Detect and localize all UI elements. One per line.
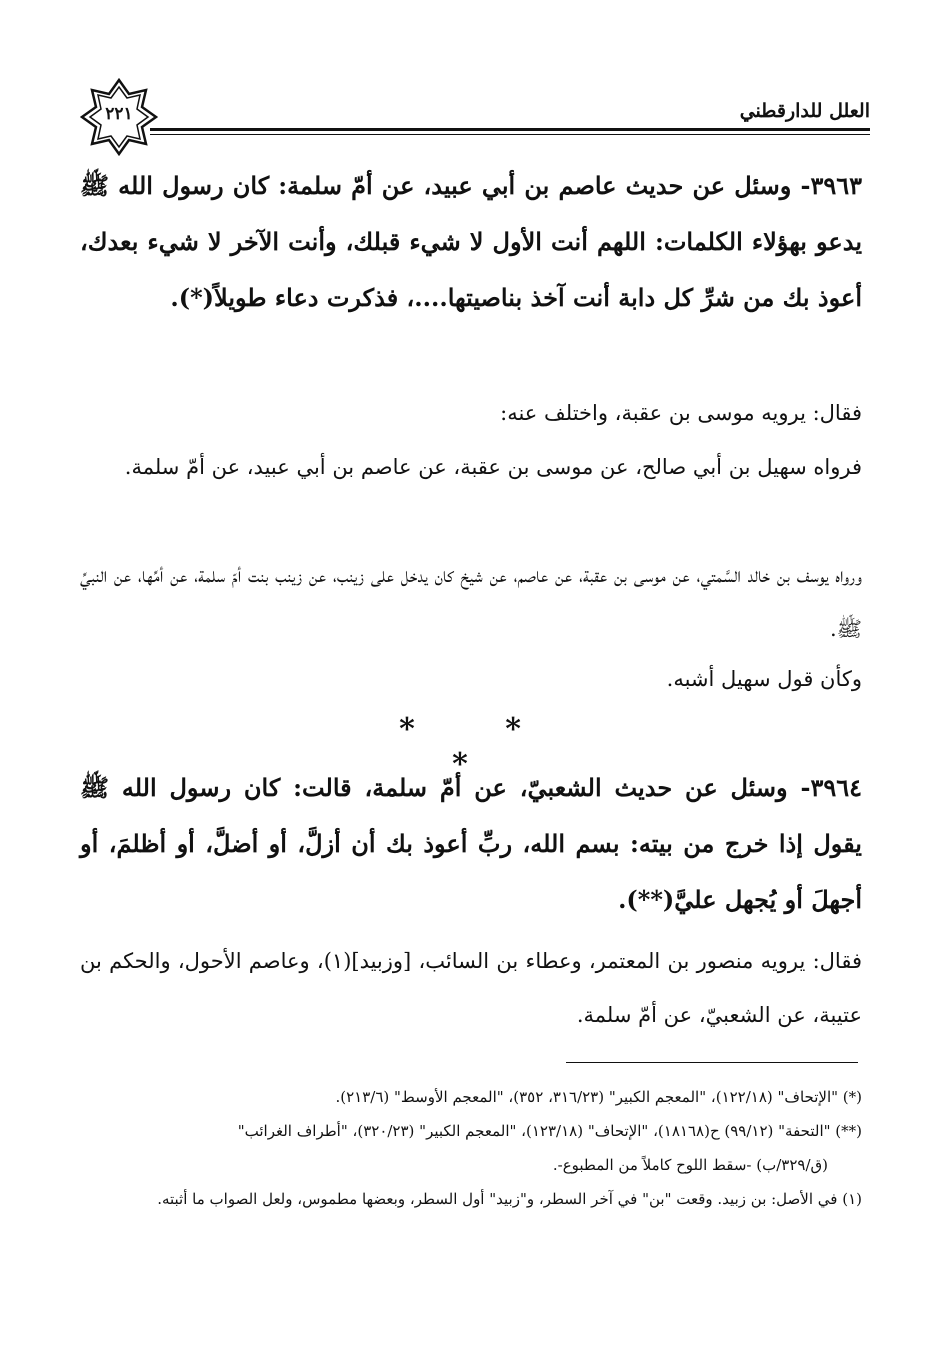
book-title: العلل للدارقطني	[739, 100, 870, 122]
entry-3963-answer-1: فقال: يرويه موسى بن عقبة، واختلف عنه:	[500, 401, 862, 425]
page-header	[80, 88, 870, 148]
entry-3964-answer-1: فقال: يرويه منصور بن المعتمر، وعطاء بن السائب، [وزبيد](١)، وعاصم الأحول، والحكم بن عتيبة، عن الشعبيّ، عن أمّ سلمة.	[80, 949, 862, 1027]
header-rule-thick	[150, 128, 870, 131]
footnote-1: (*) "الإتحاف" (١٢٢/١٨)، "المعجم الكبير" (٣١٦/٢٣، ٣٥٢)، "المعجم الأوسط" (٢١٣/٦).	[335, 1088, 862, 1106]
entry-3964-question: ٣٩٦٤- وسئل عن حديث الشعبيّ، عن أمّ سلمة، قالت: كان رسول الله ﷺ يقول إذا خرج من بيته: بسم الله، ربِّ أعوذ بك أن أزلَّ، أو أضلَّ، أو أظلمَ، أو أجهلَ أو يُجهل عليَّ(**).	[80, 773, 862, 914]
footnote-rule	[566, 1062, 858, 1063]
page-number-badge	[80, 78, 158, 156]
footnote-2: (**) "التحفة" (٩٩/١٢) ح(١٨١٦٨)، "الإتحاف" (١٢٣/١٨)، "المعجم الكبير" (٣٢٠/٢٣)، "أطراف الغرائب"	[237, 1122, 862, 1140]
footnote-3: (١) في الأصل: بن زبيد. وقعت "بن" في آخر السطر، و"زبيد" أول السطر، وبعضها مطموس، ولعل الصواب ما أثبته.	[157, 1190, 862, 1208]
entry-3963-answer-2: فرواه سهيل بن أبي صالح، عن موسى بن عقبة، عن عاصم بن أبي عبيد، عن أمّ سلمة.	[124, 455, 862, 479]
header-rule-thin	[150, 134, 870, 135]
entry-3963-question: ٣٩٦٣- وسئل عن حديث عاصم بن أبي عبيد، عن أمّ سلمة: كان رسول الله ﷺ يدعو بهؤلاء الكلمات: اللهم أنت الأول لا شيء قبلك، وأنت الآخر لا شيء بعدك، أعوذ بك من شرِّ كل دابة أنت آخذ بناصيتها....، فذكرت دعاء طويلاً(*).	[80, 171, 862, 312]
entry-3963-answer-4: وكأن قول سهيل أشبه.	[666, 667, 862, 691]
footnotes	[80, 1080, 862, 1216]
entry-3963-answer-3: ورواه يوسف بن خالد السَّمتي، عن موسى بن عقبة، عن عاصم، عن شيخ كان يدخل على زينب، عن زينب بنت أمّ سلمة، عن أمِّها، عن النبيِّ ﷺ.	[80, 563, 862, 641]
section-separator: * * *	[399, 712, 561, 782]
footnote-2-continued: (ق/٣٢٩/ب) -سقط اللوح كاملاً من المطبوع-.	[552, 1156, 828, 1174]
page-number: ٢٢١	[105, 104, 133, 124]
